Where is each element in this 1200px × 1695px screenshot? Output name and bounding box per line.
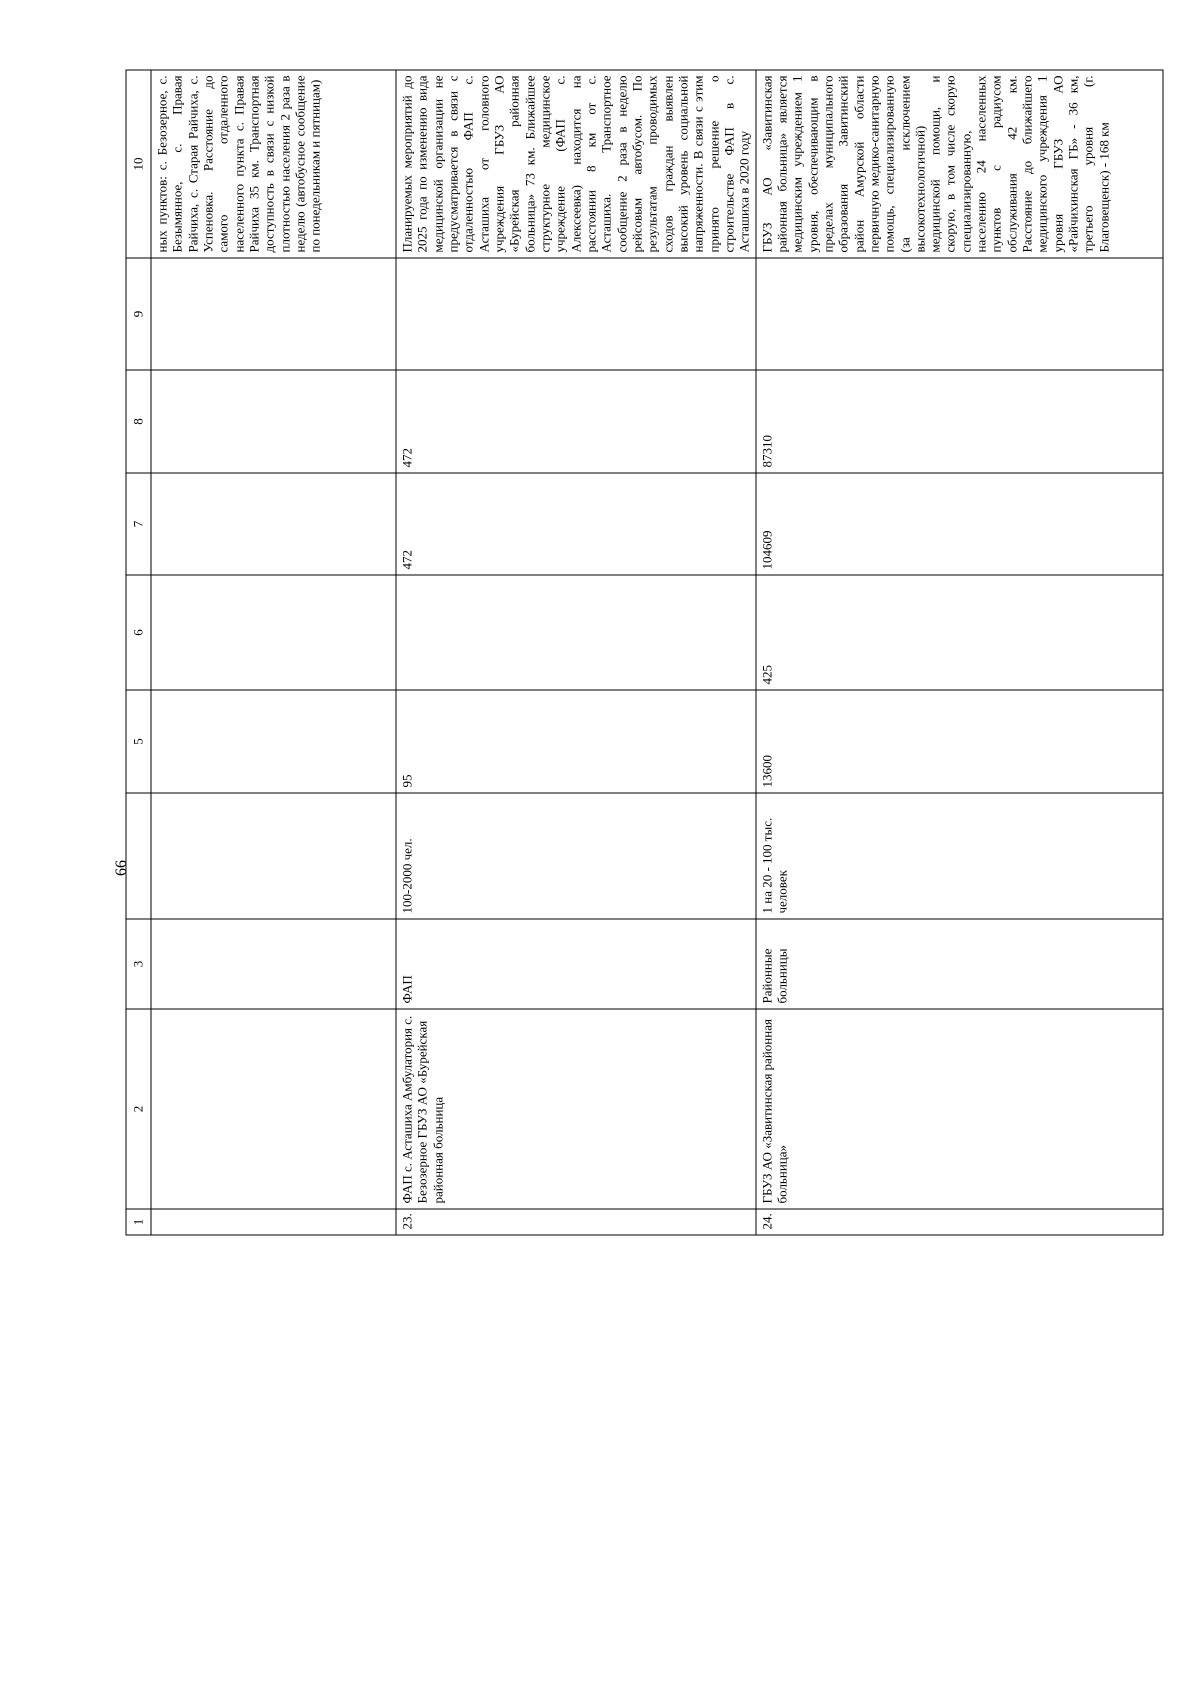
- cell-col5: 13600: [755, 690, 1162, 793]
- column-header: 6: [126, 575, 151, 690]
- cell-col5: [151, 690, 396, 793]
- cell-col6: 425: [755, 575, 1162, 690]
- table-row: [396, 70, 756, 1235]
- column-header: 9: [126, 258, 151, 370]
- page-number: 66: [113, 860, 130, 876]
- column-header: 3: [126, 919, 151, 1009]
- cell-col7: 472: [396, 473, 756, 575]
- cell-description: ГБУЗ АО «Завитинская районная больница» является медицинским учреждением 1 уровня, обеспечивающим в пределах муниципального образования Завитинский район Амурской области первичную медико-санитарную помощь, специализированную (за исключением высокотехнологичной) медицинской помощи, и скорую, в том числе скорую специализированную, населению 24 населенных пунктов с радиусом обслуживания 42 км. Расстояние до ближайшего медицинского учреждения 1 уровня ГБУЗ АО «Райчихинская ГБ» - 36 км, третьего уровня (г. Благовещенск) - 168 км: [755, 70, 1162, 258]
- cell-type: Районные больницы: [755, 919, 1162, 1009]
- cell-col6: [396, 575, 756, 690]
- cell-col7: 104609: [755, 473, 1162, 575]
- cell-number: 24.: [755, 1209, 1162, 1235]
- column-header: 1: [126, 1209, 151, 1235]
- cell-col6: [151, 575, 396, 690]
- column-header: 5: [126, 690, 151, 793]
- cell-type: ФАП: [396, 919, 756, 1009]
- column-header: [126, 793, 151, 919]
- cell-description: ных пунктов: с. Безозерное, с. Безымянное, с. Правая Райчиха, с. Старая Райчиха, с. Успеновка. Расстояние до самого отдаленного населенного пункта с. Правая Райчиха 35 км. Транспортная доступность в связи с низкой плотностью населения 2 раза в неделю (автобусное сообщение по понедельникам и пятницам): [151, 70, 396, 258]
- cell-name: ФАП с. Асташиха Амбулатория с. Безозерное ГБУЗ АО «Бурейская районная больница: [396, 1009, 756, 1209]
- cell-description: Планируемых мероприятий до 2025 года по изменению вида медицинской организации не предусматривается в связи с отдаленностью ФАП с. Асташиха от головного учреждения ГБУЗ АО «Бурейская районная больница» 73 км. Ближайшее структурное медицинское учреждение (ФАП с. Алексеевка) находится на расстоянии 8 км от с. Асташиха. Транспортное сообщение 2 раза в неделю рейсовым автобусом. По результатам проводимых сходов граждан выявлен высокий уровень социальной напряженности. В связи с этим принято решение о строительстве ФАП в с. Асташиха в 2020 году: [396, 70, 756, 258]
- header-row: [126, 70, 151, 1235]
- table-row: [151, 70, 396, 1235]
- cell-col9: [151, 258, 396, 370]
- table-row: [755, 70, 1162, 1235]
- cell-col9: [396, 258, 756, 370]
- data-table: [125, 69, 1163, 1235]
- cell-col9: [755, 258, 1162, 370]
- cell-norm: 100-2000 чел.: [396, 793, 756, 919]
- column-header: 2: [126, 1009, 151, 1209]
- rotated-table: [125, 70, 1135, 1235]
- rotated-table-wrapper: [125, 70, 1135, 1235]
- column-header: 8: [126, 370, 151, 473]
- cell-col7: [151, 473, 396, 575]
- cell-col8: 472: [396, 370, 756, 473]
- cell-name: ГБУЗ АО «Завитинская районная больница»: [755, 1009, 1162, 1209]
- cell-name: [151, 1009, 396, 1209]
- cell-col8: 87310: [755, 370, 1162, 473]
- column-header: 7: [126, 473, 151, 575]
- column-header: 10: [126, 70, 151, 258]
- cell-type: [151, 919, 396, 1009]
- cell-norm: [151, 793, 396, 919]
- cell-number: 23.: [396, 1209, 756, 1235]
- cell-norm: 1 на 20 - 100 тыс. человек: [755, 793, 1162, 919]
- cell-col5: 95: [396, 690, 756, 793]
- cell-number: [151, 1209, 396, 1235]
- cell-col8: [151, 370, 396, 473]
